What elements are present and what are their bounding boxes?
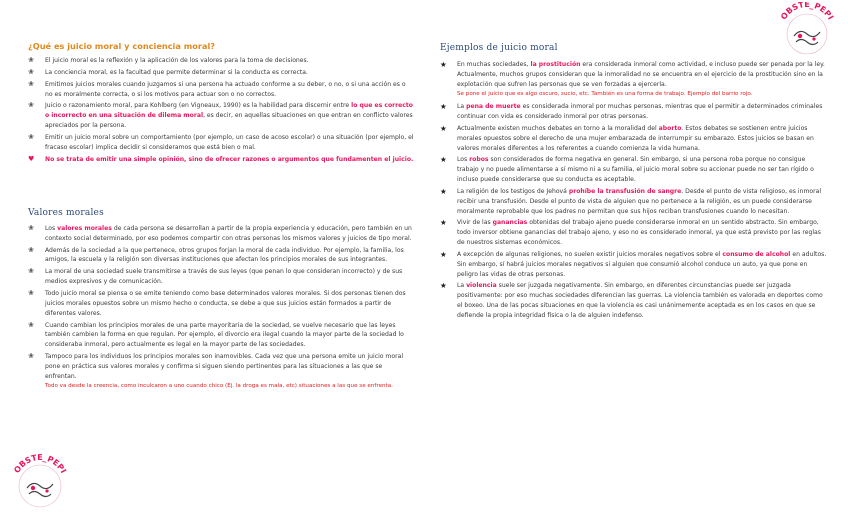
logo-icon <box>772 2 842 56</box>
handwritten-note: Todo va desde la creencia, como inculcaron a uno cuando chico (Ej. la droga es mala, etc) situaciones a las que se enfrenta. <box>45 383 393 390</box>
star-bullet-icon: ★ <box>440 218 447 228</box>
flower-bullet-icon: ❀ <box>28 56 34 64</box>
flower-bullet-icon: ❀ <box>28 132 34 141</box>
list-item: ❀ Tampoco para los individuos los principios morales son inamovibles. Cada vez que una persona emite un juicio moral pone en práctica sus valores morales y confirma si siguen siendo pertinentes para las situaciones a las que se enfrentan. Todo va desde la creencia, como inculcaron a uno cuando chico (Ej. la droga es mala, etc) situaciones a las que se enfrenta. <box>28 352 404 390</box>
flower-bullet-icon: ❀ <box>28 352 34 361</box>
list-item: ★ La pena de muerte es considerada inmoral por muchas personas, mientras que el permitir a determinados criminales continuar con vida es considerado inmoral por otras personas. <box>440 102 823 121</box>
svg-text:OBSTE_PEPI <box>779 2 835 21</box>
logo-text: OBSTE_PEPI <box>12 452 68 475</box>
list-item: ❀ Cuando cambian los principios morales de una parte mayoritaria de la sociedad, se vuelve necesario que las leyes también cambien la forma en que regulan. Por ejemplo, el divorcio era ilegal cuando la mayor parte de la sociedad lo consideraba inmoral, pero actualmente es legal en la mayor parte de las sociedades. <box>28 320 404 349</box>
list-item: ❀ Emitir un juicio moral sobre un comportamiento (por ejemplo, un caso de acoso escolar) o una situación (por ejemplo, el fracaso escolar) implica decidir si consideramos que está bien o mal. <box>28 132 414 151</box>
examples-list <box>440 60 828 323</box>
section-title-ejemplos: Ejemplos de juicio moral <box>440 43 558 53</box>
flower-bullet-icon: ❀ <box>28 67 34 76</box>
list-item: ❀ Emitimos juicios morales cuando juzgamos si una persona ha actuado conforme a su deber, o no, o si una acción es o no es moralmente correcta, o si los motivos para actuar son o no correctos. <box>28 79 406 98</box>
flower-bullet-icon: ❀ <box>28 267 34 276</box>
star-bullet-icon: ★ <box>440 281 447 291</box>
list-item: ❀ Todo juicio moral se piensa o se emite teniendo como base determinados valores morales. Si dos personas tienen dos juicios morales opuestos sobre un mismo hecho o conducta, se debe a que sus juicios están formados a partir de diferentes valores. <box>28 289 406 317</box>
flower-bullet-icon: ❀ <box>28 101 34 110</box>
list-item: ★ Actualmente existen muchos debates en torno a la moralidad del aborto. Estos debates se sostienen entre juicios morales opuestos sobre el derecho de una mujer embarazada de interrumpir su embarazo. Estos juicios se basan en valores morales diferentes a los referentes a cuando comienza la vida humana. <box>440 123 814 152</box>
heart-bullet-icon: ♥ <box>28 154 35 163</box>
flower-bullet-icon: ❀ <box>28 245 34 254</box>
list-item: ❀ La conciencia moral, es la facultad que permite determinar si la conducta es correcta. <box>28 67 308 76</box>
list-item: ❀ Juicio o razonamiento moral, para Kohlberg (en Vigneaux, 1990) es la habilidad para discernir entre lo que es correcto o incorrecto en una situación de dilema moral, es decir, en aquellas situaciones en que entran en conflicto valores apreciados por la persona. <box>28 101 413 130</box>
logo-icon <box>4 452 76 512</box>
list-item: ★ En muchas sociedades, la prostitución era considerada inmoral como actividad, e incluso puede ser penada por la ley. Actualmente, muchos grupos consideran que la inmoralidad no se encuentra en el ejercicio de la prostitución sino en la explotación que sufren las personas que se ven forzadas a ejercerla. Se pone el juicio que es algo oscuro, sucio, etc. También es una forma de trabajo. Ejemplo del barrio rojo. <box>440 60 825 98</box>
star-bullet-icon: ★ <box>440 186 447 196</box>
list-item: ★ Los robos son considerados de forma negativa en general. Sin embargo, si una persona roba porque no consigue trabajo y no puede alimentarse a sí mismo ni a su familia, el juicio moral sobre su accionar puede no ser tan rígido o incluso puede considerarse que su conducta es aceptable. <box>440 155 814 184</box>
star-bullet-icon: ★ <box>440 123 447 133</box>
star-bullet-icon: ★ <box>440 155 447 165</box>
handwritten-note: Se pone el juicio que es algo oscuro, sucio, etc. También es una forma de trabajo. Ejemplo del barrio rojo. <box>457 91 753 98</box>
star-bullet-icon: ★ <box>440 102 447 112</box>
obste-pepi-logo-top <box>772 2 842 56</box>
list-item: ★ La violencia suele ser juzgada negativamente. Sin embargo, en diferentes circunstancias puede ser juzgada positivamente: por eso muchas sociedades diferencian las guerras. La violencia también es valorada en deportes como el boxeo. Una de las pocas situaciones en que la violencia es casi unánimemente aceptada es en los casos en que se defiende la propia integridad física o la de alguien indefenso. <box>440 281 823 319</box>
obste-pepi-logo-bottom <box>4 452 76 512</box>
emphasis-item: ♥ No se trata de emitir una simple opinión, sino de ofrecer razones o argumentos que fundamenten el juicio. <box>28 154 414 163</box>
flower-bullet-icon: ❀ <box>28 320 34 329</box>
definition-list <box>28 56 414 167</box>
logo-text: OBSTE_PEPI <box>779 2 836 22</box>
flower-bullet-icon: ❀ <box>28 79 34 88</box>
svg-text:OBSTE_PEPI <box>12 453 68 475</box>
list-item: ❀ La moral de una sociedad suele transmitirse a través de sus leyes (que penan lo que consideran incorrecto) y de sus medios expresivos y de comunicación. <box>28 267 403 286</box>
section-title-valores: Valores morales <box>28 208 104 218</box>
flower-bullet-icon: ❀ <box>28 289 34 298</box>
list-item: ❀ El juicio moral es la reflexión y la aplicación de los valores para la toma de decisiones. <box>28 56 309 64</box>
star-bullet-icon: ★ <box>440 60 447 69</box>
list-item: ★ Vivir de las ganancias obtenidas del trabajo ajeno puede considerarse inmoral en un sentido abstracto. Sin embargo, todo inversor obtiene ganancias del trabajo ajeno, y eso no es considerado inmoral, ya que está previsto por las reglas de nuestros sistemas económicos. <box>440 218 821 247</box>
values-list <box>28 224 414 394</box>
page-title: ¿Qué es juicio moral y conciencia moral? <box>28 41 216 51</box>
flower-bullet-icon: ❀ <box>28 224 34 232</box>
list-item: ★ A excepción de algunas religiones, no suelen existir juicios morales negativos sobre el consumo de alcohol en adultos. Sin embargo, sí habrá juicios morales negativos si alguien que consumió alcohol conduce un auto, ya que pone en peligro las vidas de otras personas. <box>440 249 827 278</box>
list-item: ❀ Los valores morales de cada persona se desarrollan a partir de la propia experiencia y educación, pero también en un contexto social determinado, por eso podemos compartir con otras personas los mismos valores y juicios de tipo moral. <box>28 224 412 242</box>
list-item: ★ La religión de los testigos de Jehová prohíbe la transfusión de sangre. Desde el punto de vista religioso, es inmoral recibir una transfusión. Desde el punto de vista de alguien que no pertenece a la religión, es un puede considerarse moralmente reprobable que los padres no permitan que sus hijos reciban transfusiones cuando lo necesitan. <box>440 186 822 215</box>
list-item: ❀ Además de la sociedad a la que pertenece, otros grupos forjan la moral de cada individuo. Por ejemplo, la familia, los amigos, la escuela y la religión son diversas instituciones que afectan los principios morales de sus integrantes. <box>28 245 404 264</box>
star-bullet-icon: ★ <box>440 249 447 259</box>
